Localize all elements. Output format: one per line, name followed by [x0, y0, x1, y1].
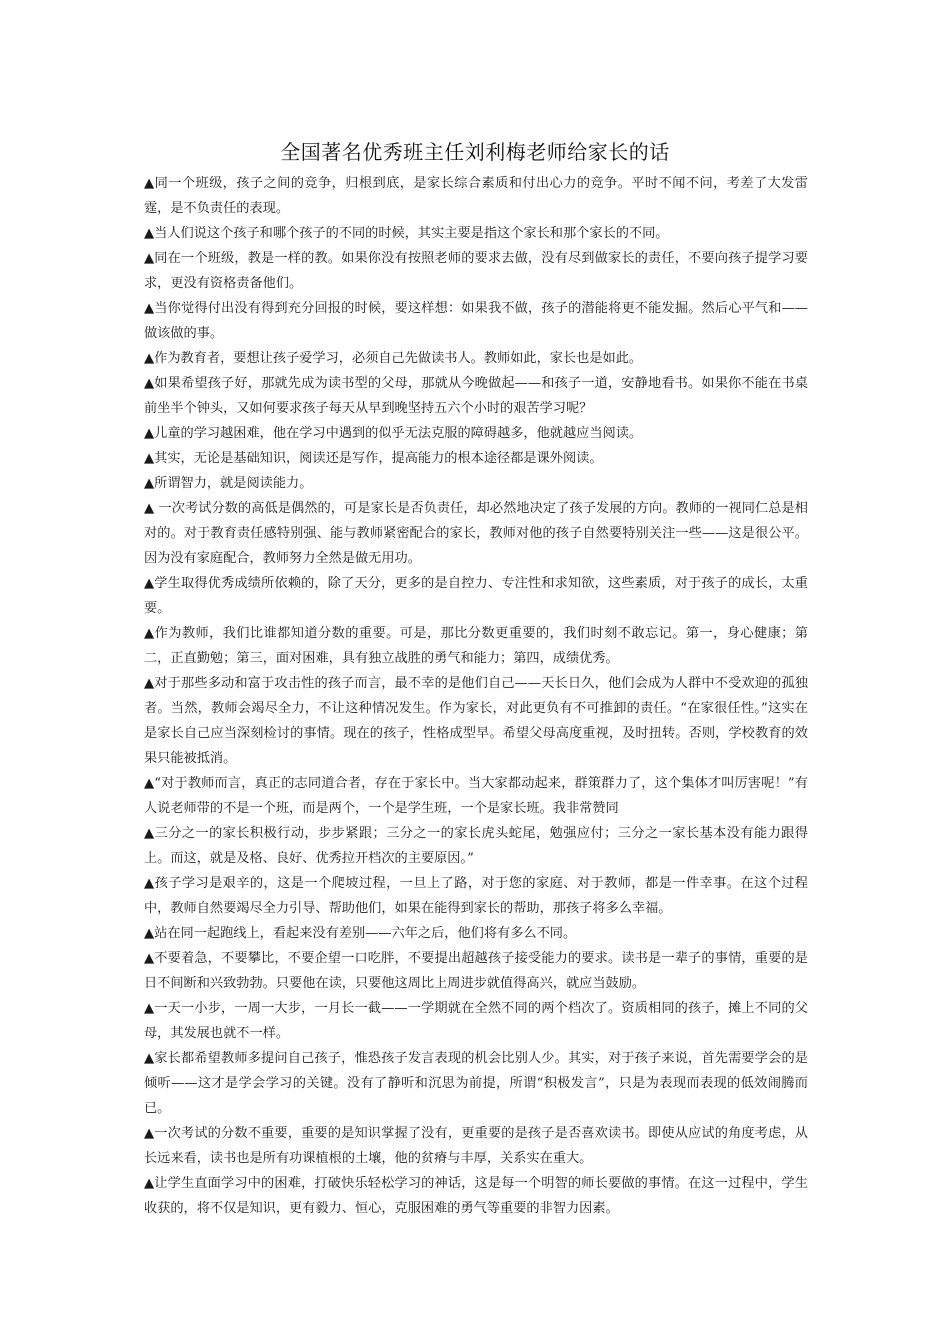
paragraph: ▲儿童的学习越困难，他在学习中遇到的似乎无法克服的障碍越多，他就越应当阅读。	[144, 426, 643, 441]
paragraph: ▲一天一小步，一周一大步，一月长一截——一学期就在全然不同的两个档次了。资质相同的孩子，摊上不同的父母，其发展也就不一样。	[144, 1001, 808, 1041]
paragraph: ▲学生取得优秀成绩所依赖的，除了天分，更多的是自控力、专注性和求知欲，这些素质，对于孩子的成长，太重要。	[144, 576, 808, 616]
paragraph: ▲对于那些多动和富于攻击性的孩子而言，最不幸的是他们自己——天长日久，他们会成为人群中不受欢迎的孤独者。当然，教师会竭尽全力，不让这种情况发生。作为家长，对此更负有不可推卸的责任。“在家很任性。”这实在是家长自己应当深刻检讨的事情。现在的孩子，性格成型早。希望父母高度重视，及时扭转。否则，学校教育的效果只能被抵消。	[144, 676, 808, 766]
paragraph: ▲不要着急，不要攀比，不要企望一口吃胖，不要提出超越孩子接受能力的要求。读书是一辈子的事情，重要的是日不间断和兴致勃勃。只要他在读，只要他这周比上周进步就值得高兴，就应当鼓励。	[144, 951, 808, 991]
paragraph: ▲家长都希望教师多提问自己孩子，惟恐孩子发言表现的机会比别人少。其实，对于孩子来说，首先需要学会的是倾听——这才是学会学习的关键。没有了静听和沉思为前提，所谓“积极发言”，只是为表现而表现的低效闹腾而已。	[144, 1051, 808, 1116]
paragraph: ▲ 一次考试分数的高低是偶然的，可是家长是否负责任，却必然地决定了孩子发展的方向。教师的一视同仁总是相对的。对于教育责任感特别强、能与教师紧密配合的家长，教师对他的孩子自然要特别关注一些——这是很公平。因为没有家庭配合，教师努力全然是做无用功。	[144, 501, 808, 566]
paragraph: ▲同一个班级，孩子之间的竞争，归根到底，是家长综合素质和付出心力的竞争。平时不闻不问，考差了大发雷霆，是不负责任的表现。	[144, 176, 808, 216]
document-title: 全国著名优秀班主任刘利梅老师给家长的话	[280, 140, 670, 164]
paragraph: ▲“对于教师而言，真正的志同道合者，存在于家长中。当大家都动起来，群策群力了，这个集体才叫厉害呢！”有人说老师带的不是一个班，而是两个，一个是学生班，一个是家长班。我非常赞同	[144, 776, 808, 816]
document-body	[144, 171, 808, 1221]
paragraph: ▲所谓智力，就是阅读能力。	[144, 476, 313, 491]
paragraph: ▲一次考试的分数不重要，重要的是知识掌握了没有，更重要的是孩子是否喜欢读书。即使从应试的角度考虑，从长远来看，读书也是所有功课植根的土壤，他的贫瘠与丰厚，关系实在重大。	[144, 1126, 808, 1166]
paragraph: ▲如果希望孩子好，那就先成为读书型的父母，那就从今晚做起——和孩子一道，安静地看书。如果你不能在书桌前坐半个钟头，又如何要求孩子每天从早到晚坚持五六个小时的艰苦学习呢？	[144, 376, 808, 416]
paragraph: ▲同在一个班级，教是一样的教。如果你没有按照老师的要求去做，没有尽到做家长的责任，不要向孩子提学习要求，更没有资格责备他们。	[144, 251, 808, 291]
paragraph: ▲作为教师，我们比谁都知道分数的重要。可是，那比分数更重要的，我们时刻不敢忘记。第一，身心健康；第二，正直勤勉；第三，面对困难，具有独立战胜的勇气和能力；第四，成绩优秀。	[144, 626, 808, 666]
paragraph: ▲让学生直面学习中的困难，打破快乐轻松学习的神话，这是每一个明智的师长要做的事情。在这一过程中，学生收获的，将不仅是知识，更有毅力、恒心，克服困难的勇气等重要的非智力因素。	[144, 1176, 808, 1216]
paragraph: ▲其实，无论是基础知识，阅读还是写作，提高能力的根本途径都是课外阅读。	[144, 451, 603, 466]
paragraph: ▲孩子学习是艰辛的，这是一个爬坡过程，一旦上了路，对于您的家庭、对于教师，都是一件幸事。在这个过程中，教师自然要竭尽全力引导、帮助他们，如果在能得到家长的帮助，那孩子将多么幸福。	[144, 876, 808, 916]
paragraph: ▲三分之一的家长积极行动，步步紧跟；三分之一的家长虎头蛇尾，勉强应付；三分之一家长基本没有能力跟得上。而这，就是及格、良好、优秀拉开档次的主要原因。”	[144, 826, 808, 866]
paragraph: ▲当你觉得付出没有得到充分回报的时候，要这样想：如果我不做，孩子的潜能将更不能发掘。然后心平气和——做该做的事。	[144, 301, 808, 341]
paragraph: ▲当人们说这个孩子和哪个孩子的不同的时候，其实主要是指这个家长和那个家长的不同。	[144, 226, 669, 241]
paragraph: ▲作为教育者，要想让孩子爱学习，必须自己先做读书人。教师如此，家长也是如此。	[144, 351, 643, 366]
paragraph: ▲站在同一起跑线上，看起来没有差别——六年之后，他们将有多么不同。	[144, 926, 577, 941]
